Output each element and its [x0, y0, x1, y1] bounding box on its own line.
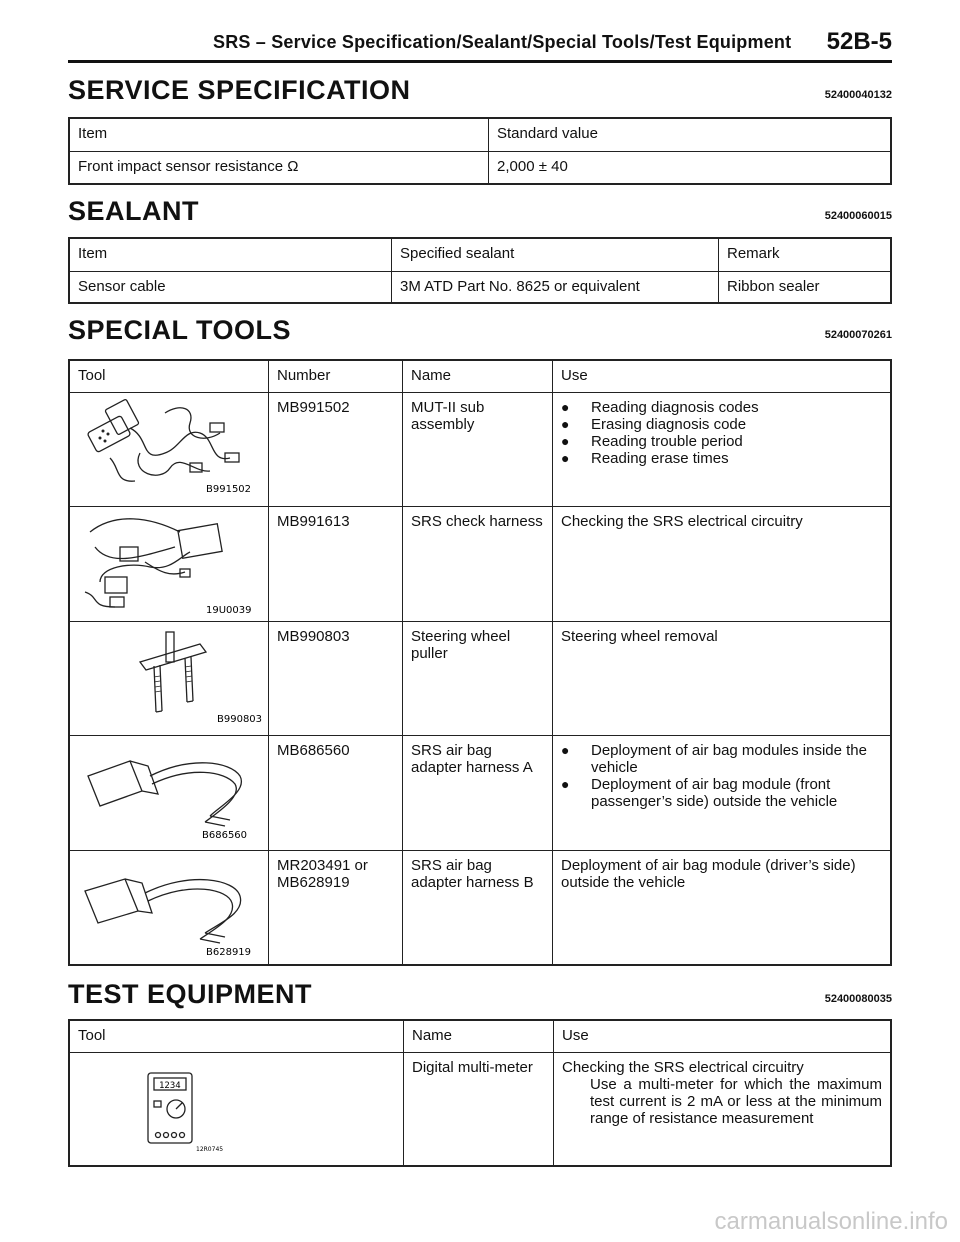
sealant-table — [68, 237, 892, 304]
col-header: Specified sealant — [392, 238, 719, 271]
test-equipment-table — [68, 1019, 892, 1167]
col-header: Use — [553, 360, 892, 392]
mut-ii-figure — [70, 393, 268, 505]
bullet-icon: ● — [561, 775, 570, 792]
special-tools-heading: SPECIAL TOOLS — [68, 315, 292, 345]
tool-use: Steering wheel removal — [553, 621, 892, 735]
figure-label: B990803 — [217, 713, 263, 725]
adapter-harness-a-figure — [70, 736, 268, 848]
tool-use: Deployment of air bag module (driver’s side) outside the vehicle — [553, 850, 892, 965]
bullet-icon: ● — [561, 398, 570, 415]
tool-name: MUT-II sub assembly — [403, 392, 553, 506]
table-row — [69, 506, 891, 621]
list-item: ● Reading erase times — [561, 449, 729, 467]
tool-figure-cell — [69, 621, 269, 735]
table-row — [69, 850, 891, 965]
col-header: Number — [269, 360, 403, 392]
service-spec-heading: SERVICE SPECIFICATION — [68, 75, 411, 105]
list-item: ● Reading diagnosis codes — [561, 398, 759, 416]
figure-label: 19U0039 — [206, 604, 252, 616]
list-item: ● Deployment of air bag module (front passenger’s side) outside the vehicle — [561, 775, 838, 810]
table-cell: Front impact sensor resistance Ω — [69, 151, 489, 184]
tool-figure-cell — [69, 392, 269, 506]
list-item: ● Reading trouble period — [561, 432, 743, 450]
col-header: Item — [69, 118, 489, 151]
tool-number: MB686560 — [269, 735, 403, 850]
col-header: Tool — [69, 1020, 404, 1052]
col-header: Use — [554, 1020, 892, 1052]
table-row — [69, 392, 891, 506]
test-equipment-heading: TEST EQUIPMENT — [68, 979, 313, 1009]
figure-label: B628919 — [206, 946, 252, 958]
tool-number: MB990803 — [269, 621, 403, 735]
equipment-note: Use a multi-meter for which the maximum test current is 2 mA or less at the minimum range of resistance measurement — [590, 1075, 882, 1127]
meter-display: 1234 — [159, 1080, 181, 1091]
tool-name: SRS check harness — [403, 506, 553, 621]
special-tools-table — [68, 359, 892, 966]
special-tools-code: 52400070261 — [824, 329, 892, 341]
table-cell: 2,000 ± 40 — [489, 151, 892, 184]
tool-figure-cell — [69, 735, 269, 850]
tool-number: MB991613 — [269, 506, 403, 621]
multimeter-figure — [70, 1053, 403, 1165]
steering-wheel-puller-figure — [70, 622, 268, 734]
equipment-use: Checking the SRS electrical circuitry Use a multi-meter for which the maximum test current is 2 mA or less at the minimum range of resistance measurement — [554, 1052, 892, 1166]
tool-use — [553, 735, 892, 850]
tool-number: MR203491 or MB628919 — [269, 850, 403, 965]
tool-use — [553, 392, 892, 506]
col-header: Name — [404, 1020, 554, 1052]
tool-name: Steering wheel puller — [403, 621, 553, 735]
tool-number: MB991502 — [269, 392, 403, 506]
bullet-icon: ● — [561, 432, 570, 449]
col-header: Tool — [69, 360, 269, 392]
sealant-code: 52400060015 — [824, 210, 892, 222]
watermark: carmanualsonline.info — [714, 1208, 948, 1235]
tool-figure-cell — [69, 506, 269, 621]
tool-name: SRS air bag adapter harness A — [403, 735, 553, 850]
bullet-icon: ● — [561, 741, 570, 758]
page-number: 52B-5 — [826, 28, 892, 55]
table-row — [69, 735, 891, 850]
tool-figure-cell — [69, 1052, 404, 1166]
bullet-icon: ● — [561, 415, 570, 432]
tool-use: Checking the SRS electrical circuitry — [553, 506, 892, 621]
figure-label: B991502 — [206, 483, 252, 495]
col-header: Standard value — [489, 118, 892, 151]
adapter-harness-b-figure — [70, 851, 268, 963]
table-cell: 3M ATD Part No. 8625 or equivalent — [392, 271, 719, 303]
page-header — [68, 30, 892, 63]
figure-label: 12R0745 — [196, 1145, 224, 1153]
list-item: ● Erasing diagnosis code — [561, 415, 747, 433]
bullet-icon: ● — [561, 449, 570, 466]
table-cell: Ribbon sealer — [719, 271, 892, 303]
list-item: ● Deployment of air bag modules inside the vehicle — [561, 741, 867, 776]
table-row — [69, 1052, 891, 1166]
equipment-name: Digital multi-meter — [404, 1052, 554, 1166]
table-cell: Sensor cable — [69, 271, 392, 303]
table-row — [69, 621, 891, 735]
col-header: Item — [69, 238, 392, 271]
sealant-heading: SEALANT — [68, 196, 199, 226]
service-spec-code: 52400040132 — [824, 89, 892, 101]
service-spec-table — [68, 117, 892, 185]
tool-figure-cell — [69, 850, 269, 965]
col-header: Name — [403, 360, 553, 392]
tool-name: SRS air bag adapter harness B — [403, 850, 553, 965]
srs-check-harness-figure — [70, 507, 268, 619]
col-header: Remark — [719, 238, 892, 271]
header-title: SRS – Service Specification/Sealant/Special Tools/Test Equipment — [213, 32, 792, 52]
test-equipment-code: 52400080035 — [824, 993, 892, 1005]
figure-label: B686560 — [202, 829, 248, 841]
